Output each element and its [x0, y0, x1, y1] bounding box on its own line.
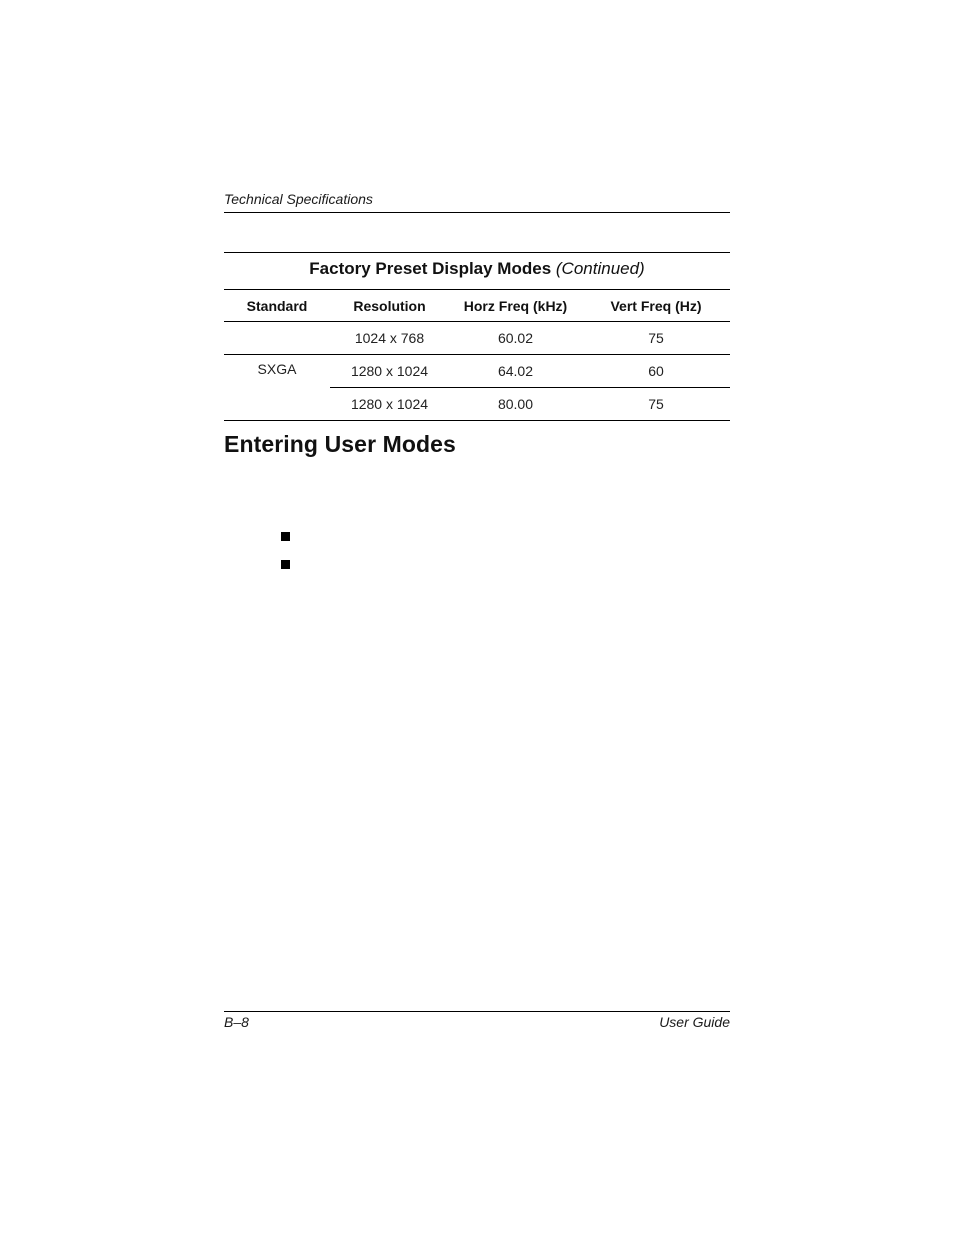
cell-resolution: 1280 x 1024	[330, 388, 449, 421]
cell-resolution: 1024 x 768	[330, 322, 449, 355]
list-item	[281, 556, 290, 584]
section-heading: Entering User Modes	[224, 431, 456, 457]
bullet-list	[281, 528, 290, 584]
preset-modes-table	[224, 252, 730, 421]
page-number: B–8	[224, 1014, 249, 1030]
table-row	[224, 322, 730, 355]
cell-horz-freq: 80.00	[449, 388, 582, 421]
table-caption-title: Factory Preset Display Modes	[309, 259, 552, 278]
running-header: Technical Specifications	[224, 191, 373, 207]
column-header-horz-freq: Horz Freq (kHz)	[449, 290, 582, 322]
list-item	[281, 528, 290, 556]
table-caption	[224, 252, 730, 290]
table-header-row	[224, 290, 730, 322]
cell-resolution: 1280 x 1024	[330, 355, 449, 388]
footer-document-name: User Guide	[659, 1014, 730, 1030]
column-header-resolution: Resolution	[330, 290, 449, 322]
square-bullet-icon	[281, 532, 290, 541]
table-row	[224, 355, 730, 388]
square-bullet-icon	[281, 560, 290, 569]
cell-horz-freq: 64.02	[449, 355, 582, 388]
footer-rule	[224, 1011, 730, 1012]
table-caption-continued: (Continued)	[555, 259, 645, 278]
cell-vert-freq: 75	[582, 388, 730, 421]
cell-vert-freq: 60	[582, 355, 730, 388]
column-header-standard: Standard	[224, 290, 330, 322]
column-header-vert-freq: Vert Freq (Hz)	[582, 290, 730, 322]
cell-horz-freq: 60.02	[449, 322, 582, 355]
cell-standard	[224, 322, 330, 355]
preset-modes-table-container	[224, 252, 730, 421]
cell-standard: SXGA	[224, 355, 330, 421]
cell-vert-freq: 75	[582, 322, 730, 355]
header-rule	[224, 212, 730, 213]
